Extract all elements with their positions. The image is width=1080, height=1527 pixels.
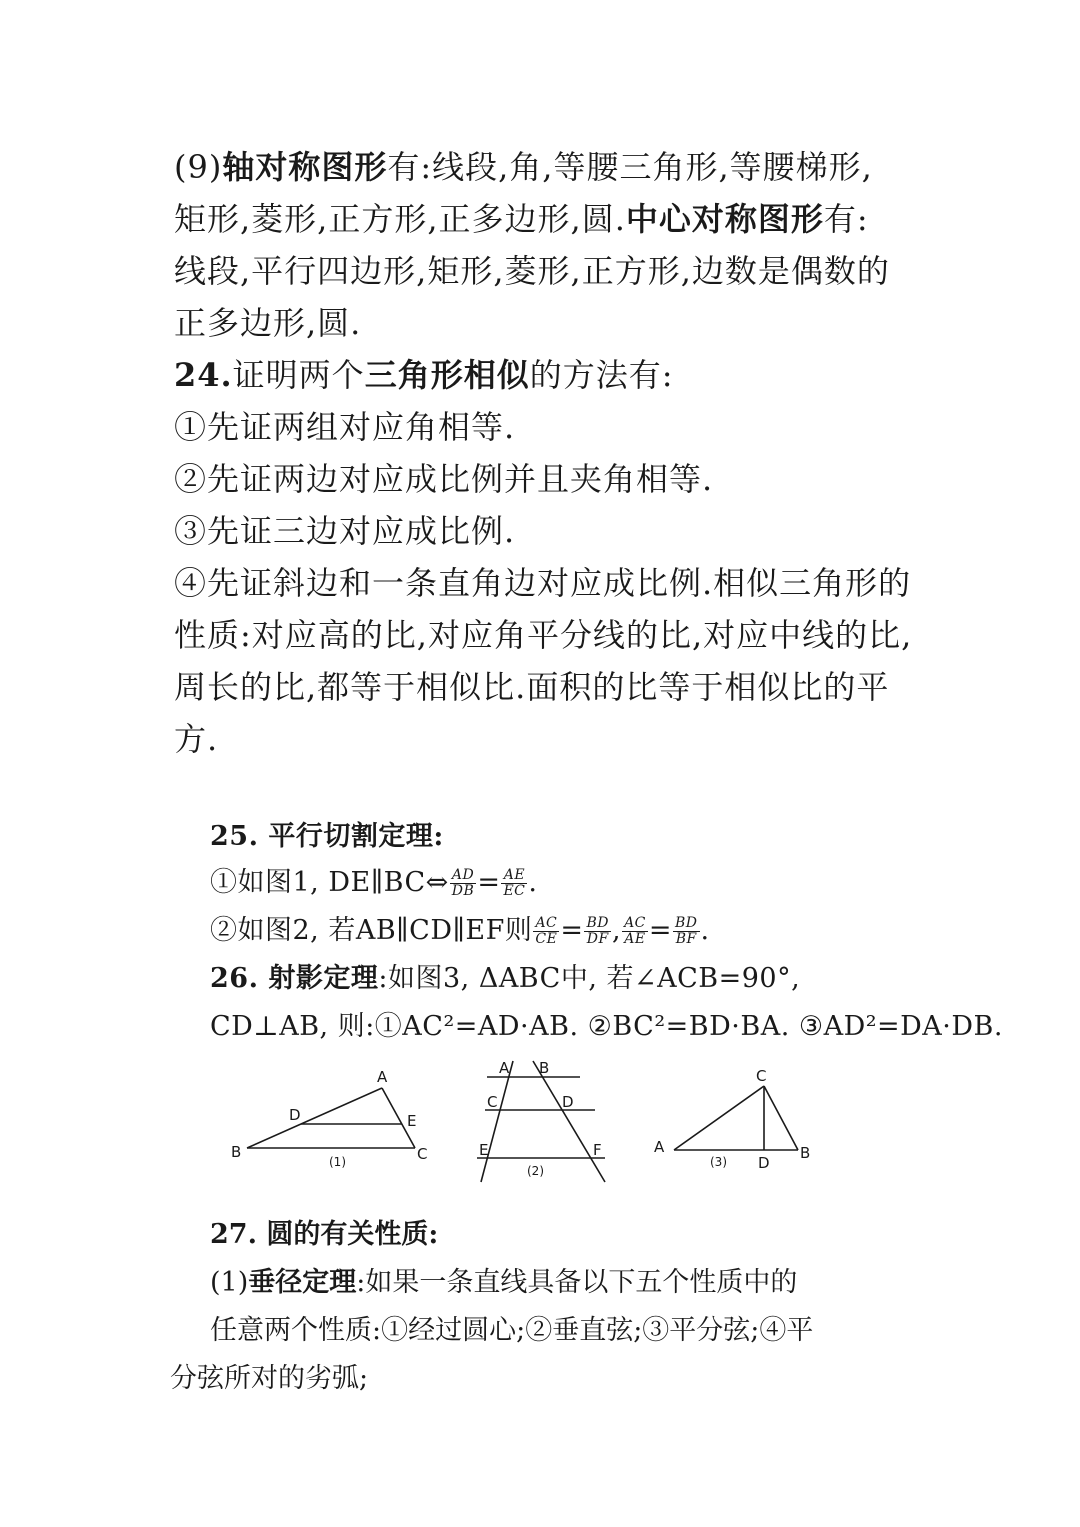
label-B: B [231,1143,242,1161]
fraction: $\frac{AE}{EC}$ [503,867,526,899]
list-item: ②先证两边对应成比例并且夹角相等. [174,460,714,498]
label-D: D [289,1106,301,1124]
segment-CB [764,1086,798,1150]
label-C: C [417,1145,428,1163]
label-B: B [800,1144,811,1162]
text-line: 正多边形,圆. [174,304,362,342]
label-C: C [756,1067,767,1085]
text-line: 分弦所对的劣弧; [170,1363,369,1394]
heading-25: 25. 平行切割定理: [210,821,444,852]
text-line: (9)轴对称图形有:线段,角,等腰三角形,等腰梯形, [174,148,873,186]
list-item: ①先证两组对应角相等. [174,408,516,446]
text-line: (1)垂径定理:如果一条直线具备以下五个性质中的 [210,1267,798,1298]
term-central-symmetric: 中心对称图形 [625,200,824,238]
segment-AC [674,1086,764,1150]
caption: (2) [527,1164,544,1178]
term-axis-symmetric: 轴对称图形 [222,148,388,186]
label-F: F [593,1141,602,1159]
theorem-25-item-1: ①如图1, DE∥BC⇔ $\frac{AD}{DB}$ = $\frac{AE}{EC}$ . [210,867,538,899]
list-item: ④先证斜边和一条直角边对应成比例.相似三角形的 [174,564,912,602]
text-line: 性质:对应高的比,对应角平分线的比,对应中线的比, [174,616,913,654]
figure-2-parallel-lines [465,1055,625,1190]
label-A: A [499,1059,510,1077]
fraction: $\frac{AC}{CE}$ [535,915,558,947]
text-line: 线段,平行四边形,矩形,菱形,正方形,边数是偶数的 [174,252,890,290]
text-line: 方. [174,720,219,758]
fraction: $\frac{BD}{BF}$ [675,915,698,947]
heading-24: 24.证明两个三角形相似的方法有: [174,356,674,394]
label-A: A [377,1068,388,1086]
label-C: C [487,1093,498,1111]
transversal-1 [481,1061,513,1182]
text-line: 周长的比,都等于相似比.面积的比等于相似比的平 [174,668,890,706]
text-line: 矩形,菱形,正方形,正多边形,圆.中心对称图形有: [174,200,869,238]
fraction: $\frac{AC}{AE}$ [624,915,646,947]
label-D: D [758,1154,770,1172]
caption: (3) [710,1155,727,1169]
figure-1-triangle [225,1060,445,1180]
figure-3-right-triangle [648,1062,823,1182]
label-B: B [539,1059,550,1077]
caption: (1) [329,1155,346,1169]
heading-27: 27. 圆的有关性质: [210,1219,439,1250]
theorem-26-formulas: CD⊥AB, 则:①AC²=AD·AB. ②BC²=BD·BA. ③AD²=DA·DB. [210,1011,1003,1042]
heading-26: 26. 射影定理:如图3, ΔABC中, 若∠ACB=90°, [210,963,801,994]
label-E: E [407,1112,417,1130]
fraction: $\frac{BD}{DF}$ [586,915,609,947]
label-A: A [654,1138,665,1156]
term-perpendicular-diameter: 垂径定理 [248,1267,357,1298]
segment-BA [247,1088,382,1148]
label-D: D [562,1093,574,1111]
theorem-25-item-2: ②如图2, 若AB∥CD∥EF则 $\frac{AC}{CE}$ = $\frac{BD}{DF}$ , $\frac{AC}{AE}$ = $\frac{BD}{BF}$ . [210,915,710,947]
label-E: E [479,1141,489,1159]
text-line: 任意两个性质:①经过圆心;②垂直弦;③平分弦;④平 [210,1315,814,1346]
fraction: $\frac{AD}{DB}$ [451,867,475,899]
list-item: ③先证三边对应成比例. [174,512,516,550]
